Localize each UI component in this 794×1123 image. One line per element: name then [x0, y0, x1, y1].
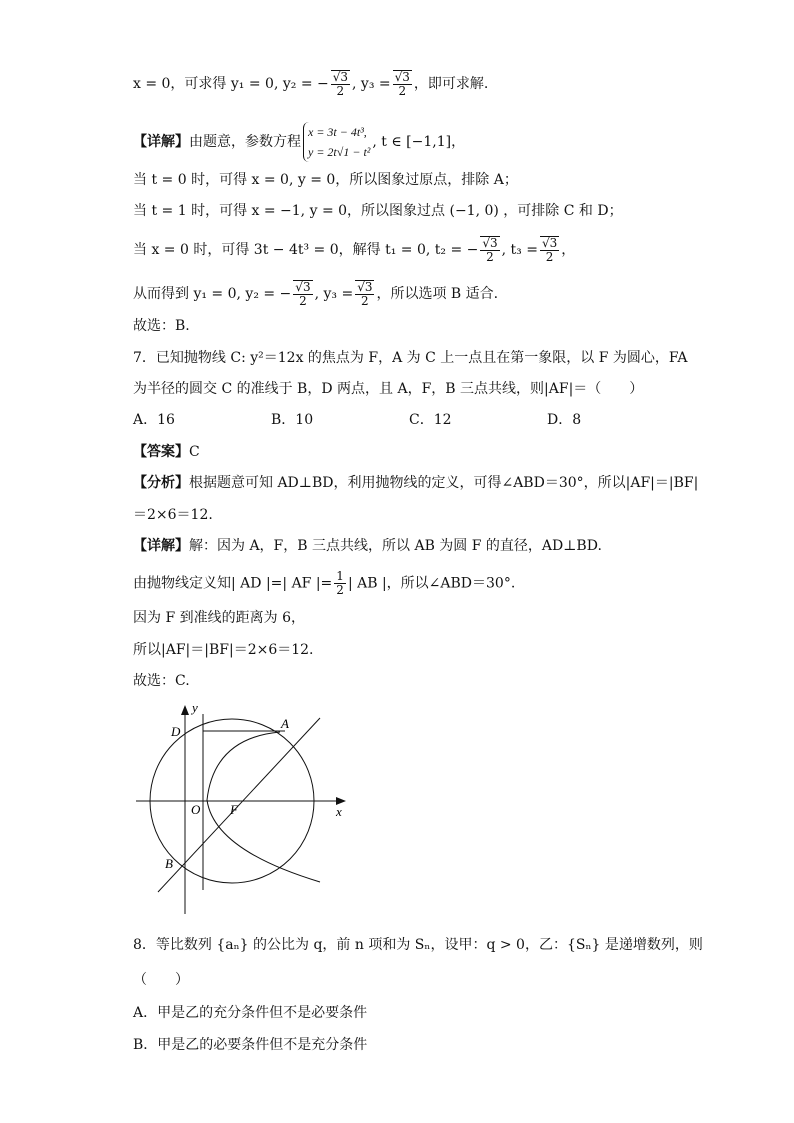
text: x = 0，可求得 y₁ = 0, y₂ = − — [133, 76, 329, 92]
text: , y₃ = — [314, 286, 354, 302]
text: 当 x = 0 时，可得 3t − 4t³ = 0，解得 t₁ = 0, t₂ = − — [133, 242, 479, 258]
text: 根据题意可知 AD⊥BD，利用抛物线的定义，可得∠ABD＝30°，所以|AF|＝|BF| — [189, 475, 699, 491]
label-y: y — [192, 700, 198, 715]
option-d: D．8 — [547, 412, 582, 428]
text: , t₃ = — [501, 242, 538, 258]
text: ， — [561, 242, 576, 258]
fraction: $\frac{√3}{2}$ — [482, 236, 498, 264]
detail-line-5: 故选：C. — [133, 673, 190, 689]
solution-detail-line — [133, 122, 664, 162]
option-b: B．10 — [271, 412, 314, 428]
fraction: $\frac{1}{2}$ — [336, 569, 344, 597]
label-d: D — [171, 724, 181, 739]
question-7-line-2: 为半径的圆交 C 的准线于 B，D 两点，且 A，F，B 三点共线，则|AF|＝（ ） — [133, 381, 644, 397]
y-axis-arrow-icon — [181, 705, 189, 715]
detail-tag: 【详解】 — [133, 538, 189, 554]
detail-line-2 — [133, 570, 664, 597]
fraction: $\frac{√3}{2}$ — [541, 236, 558, 264]
answer-line — [133, 442, 664, 462]
option-a: A．16 — [133, 412, 175, 428]
detail-line-1 — [133, 536, 664, 556]
detail-tag: 【详解】 — [133, 134, 189, 150]
text: 由抛物线定义知| AD |=| AF |= — [133, 575, 333, 592]
text: ，所以选项 B 适合. — [376, 286, 499, 302]
solution-answer: 故选：B. — [133, 318, 190, 334]
equation-system: x = 3t − 4t³, y = 2t√1 − t² — [303, 122, 370, 162]
detail-line-4: 所以|AF|＝|BF|＝2×6＝12. — [133, 642, 314, 658]
text: 从而得到 y₁ = 0, y₂ = − — [133, 286, 292, 302]
text: ，即可求解. — [413, 76, 489, 92]
solution-line-1 — [133, 70, 664, 98]
label-a: A — [281, 716, 289, 731]
detail-line-3: 因为 F 到准线的距离为 6， — [133, 610, 305, 626]
text: , t ∈ [−1,1]， — [372, 134, 466, 150]
fraction: $\frac{√3}{2}$ — [357, 280, 373, 308]
question-8-option-b: B．甲是乙的必要条件但不是充分条件 — [133, 1037, 368, 1053]
solution-line-3: 当 t = 0 时，可得 x = 0, y = 0，所以图象过原点，排除 A； — [133, 172, 518, 188]
text: , y₃ = — [352, 76, 391, 92]
option-c: C．12 — [409, 412, 452, 428]
parabola — [207, 732, 320, 882]
fraction: $\frac{√3}{2}$ — [332, 70, 349, 98]
question-8-line-1: 8．等比数列 {aₙ} 的公比为 q，前 n 项和为 Sₙ，设甲：q > 0，乙：{Sₙ} 是递增数列，则 — [133, 937, 703, 953]
fraction: $\frac{√3}{2}$ — [394, 70, 410, 98]
solution-line-5 — [133, 236, 664, 264]
label-o: O — [191, 802, 201, 817]
question-7-line-1: 7．已知抛物线 C: y²＝12x 的焦点为 F，A 为 C 上一点且在第一象限，以 F 为圆心，FA — [133, 350, 688, 366]
fraction: $\frac{√3}{2}$ — [295, 280, 311, 308]
label-b: B — [165, 856, 173, 871]
question-8-line-2: （ ） — [133, 972, 189, 988]
answer-tag: 【答案】 — [133, 444, 189, 460]
parabola-circle-figure — [130, 698, 360, 923]
analysis-line-1 — [133, 473, 699, 493]
label-x: x — [336, 804, 342, 819]
solution-line-4: 当 t = 1 时，可得 x = −1, y = 0，所以图象过点 (−1, 0) ，可排除 C 和 D； — [133, 203, 623, 219]
text: 由题意，参数方程 — [189, 134, 301, 150]
analysis-line-2: ＝2×6＝12. — [133, 507, 213, 523]
answer-value: C — [189, 444, 200, 460]
text: 解：因为 A，F，B 三点共线，所以 AB 为圆 F 的直径，AD⊥BD. — [189, 538, 602, 554]
analysis-tag: 【分析】 — [133, 475, 189, 491]
question-8-option-a: A．甲是乙的充分条件但不是必要条件 — [133, 1005, 368, 1021]
question-7-options — [133, 410, 664, 430]
label-f: F — [230, 802, 238, 817]
text: | AB |，所以∠ABD＝30°. — [347, 575, 516, 592]
solution-line-6 — [133, 280, 664, 308]
